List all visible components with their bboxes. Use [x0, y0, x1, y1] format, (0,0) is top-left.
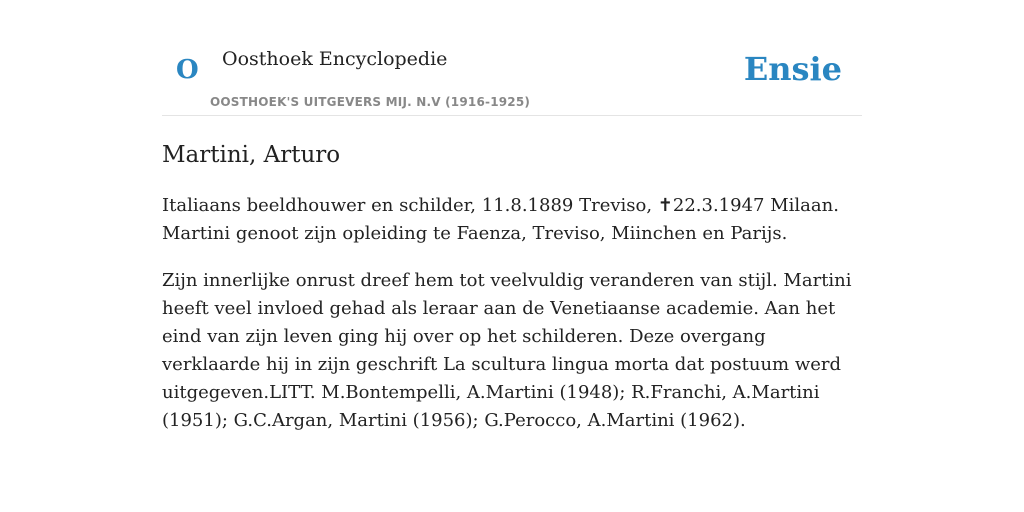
entry-paragraph-2: Zijn innerlijke onrust dreef hem tot veelvuldig veranderen van stijl. Martini heeft veel invloed gehad als leraar aan de Venetiaanse academie. Aan het eind van zijn leven ging hij over op het schilderen. Deze overgang verklaarde hij in zijn geschrift La scultura lingua morta dat postuum werd uitgegeven.LITT. M.Bontempelli, A.Martini (1948); R.Franchi, A.Martini (1951); G.C.Argan, Martini (1956); G.Perocco, A.Martini (1962). [162, 270, 852, 431]
ensie-logo-link[interactable]: Ensie [743, 50, 842, 88]
source-subtitle: OOSTHOEK'S UITGEVERS MIJ. N.V (1916-1925) [210, 95, 531, 109]
source-logo[interactable]: O [176, 55, 199, 85]
page [162, 0, 862, 435]
entry-title: Martini, Arturo [162, 142, 341, 168]
entry-body [162, 192, 862, 435]
source-header [162, 44, 862, 116]
entry-paragraph-1: Italiaans beeldhouwer en schilder, 11.8.1889 Treviso, ✝22.3.1947 Milaan. Martini genoot zijn opleiding te Faenza, Treviso, Miinchen en Parijs. [162, 195, 839, 244]
source-title-link[interactable]: Oosthoek Encyclopedie [222, 48, 448, 70]
